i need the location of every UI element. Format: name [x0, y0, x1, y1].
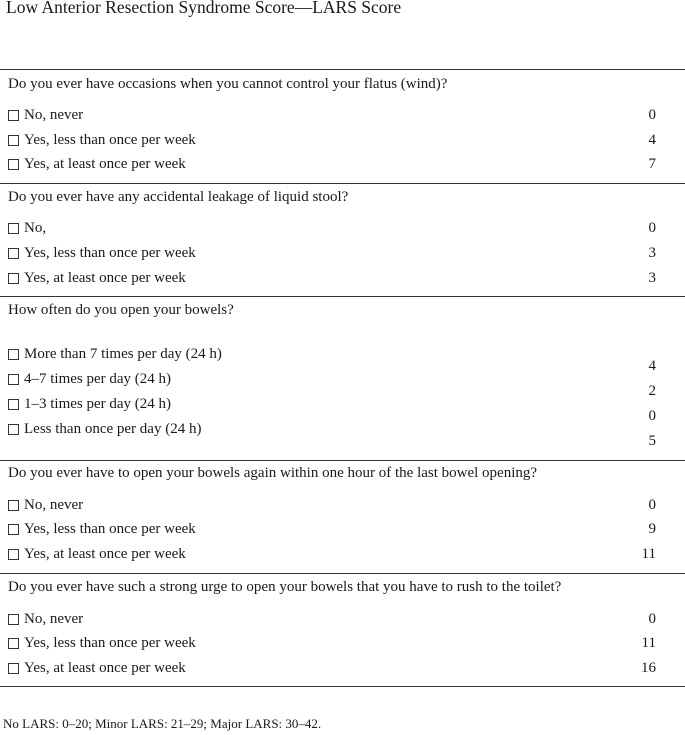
checkbox[interactable] [8, 349, 19, 360]
option-label: Yes, at least once per week [24, 546, 186, 562]
question-text: Do you ever have occasions when you cannot control your flatus (wind)? [8, 76, 448, 92]
score-interpretation-footnote: No LARS: 0–20; Minor LARS: 21–29; Major LARS: 30–42. [3, 716, 322, 731]
option-score: 2 [648, 383, 656, 399]
answer-option[interactable] [8, 660, 186, 677]
checkbox[interactable] [8, 110, 19, 121]
question-text: Do you ever have any accidental leakage of liquid stool? [8, 189, 349, 205]
table-divider [0, 296, 685, 297]
table-divider [0, 69, 685, 70]
option-score: 11 [641, 546, 656, 562]
option-score: 3 [648, 270, 656, 286]
checkbox[interactable] [8, 500, 19, 511]
option-score: 7 [648, 156, 656, 172]
option-score: 11 [641, 635, 656, 651]
option-label: 1–3 times per day (24 h) [24, 396, 172, 412]
option-score: 4 [648, 132, 656, 148]
option-score: 9 [648, 521, 656, 537]
checkbox[interactable] [8, 549, 19, 560]
answer-option[interactable] [8, 220, 46, 237]
option-label: Yes, less than once per week [24, 132, 196, 148]
answer-option[interactable] [8, 107, 83, 124]
checkbox[interactable] [8, 159, 19, 170]
option-label: No, never [24, 497, 84, 513]
checkbox[interactable] [8, 638, 19, 649]
answer-option[interactable] [8, 421, 201, 438]
option-score: 0 [648, 497, 656, 513]
answer-option[interactable] [8, 156, 186, 173]
question-text: Do you ever have such a strong urge to open your bowels that you have to rush to the toilet? [8, 579, 562, 595]
answer-option[interactable] [8, 497, 83, 514]
checkbox[interactable] [8, 248, 19, 259]
option-label: Less than once per day (24 h) [24, 421, 202, 437]
answer-option[interactable] [8, 245, 196, 262]
option-label: Yes, less than once per week [24, 635, 196, 651]
checkbox[interactable] [8, 524, 19, 535]
answer-option[interactable] [8, 546, 186, 563]
table-divider [0, 460, 685, 461]
option-label: No, never [24, 107, 84, 123]
option-score: 5 [648, 433, 656, 449]
checkbox[interactable] [8, 223, 19, 234]
table-divider [0, 183, 685, 184]
answer-option[interactable] [8, 611, 83, 628]
option-score: 0 [648, 107, 656, 123]
checkbox[interactable] [8, 614, 19, 625]
option-label: Yes, at least once per week [24, 156, 186, 172]
answer-option[interactable] [8, 396, 171, 413]
option-score: 4 [648, 358, 656, 374]
question-text: Do you ever have to open your bowels again within one hour of the last bowel opening? [8, 465, 538, 481]
option-label: No, [24, 220, 47, 236]
option-score: 16 [641, 660, 656, 676]
question-text: How often do you open your bowels? [8, 302, 234, 318]
answer-option[interactable] [8, 132, 196, 149]
table-bottom-rule [0, 686, 685, 687]
answer-option[interactable] [8, 270, 186, 287]
option-label: 4–7 times per day (24 h) [24, 371, 172, 387]
option-label: Yes, at least once per week [24, 270, 186, 286]
option-label: Yes, less than once per week [24, 245, 196, 261]
option-label: No, never [24, 611, 84, 627]
option-score: 0 [648, 611, 656, 627]
answer-option[interactable] [8, 635, 196, 652]
option-label: More than 7 times per day (24 h) [24, 346, 222, 362]
answer-option[interactable] [8, 521, 196, 538]
option-score: 0 [648, 220, 656, 236]
document-title: Low Anterior Resection Syndrome Score—LARS Score [6, 0, 402, 17]
option-label: Yes, at least once per week [24, 660, 186, 676]
checkbox[interactable] [8, 399, 19, 410]
option-score: 3 [648, 245, 656, 261]
answer-option[interactable] [8, 371, 171, 388]
checkbox[interactable] [8, 273, 19, 284]
checkbox[interactable] [8, 135, 19, 146]
answer-option[interactable] [8, 346, 222, 363]
checkbox[interactable] [8, 424, 19, 435]
table-divider [0, 573, 685, 574]
checkbox[interactable] [8, 374, 19, 385]
option-label: Yes, less than once per week [24, 521, 196, 537]
checkbox[interactable] [8, 663, 19, 674]
option-score: 0 [648, 408, 656, 424]
